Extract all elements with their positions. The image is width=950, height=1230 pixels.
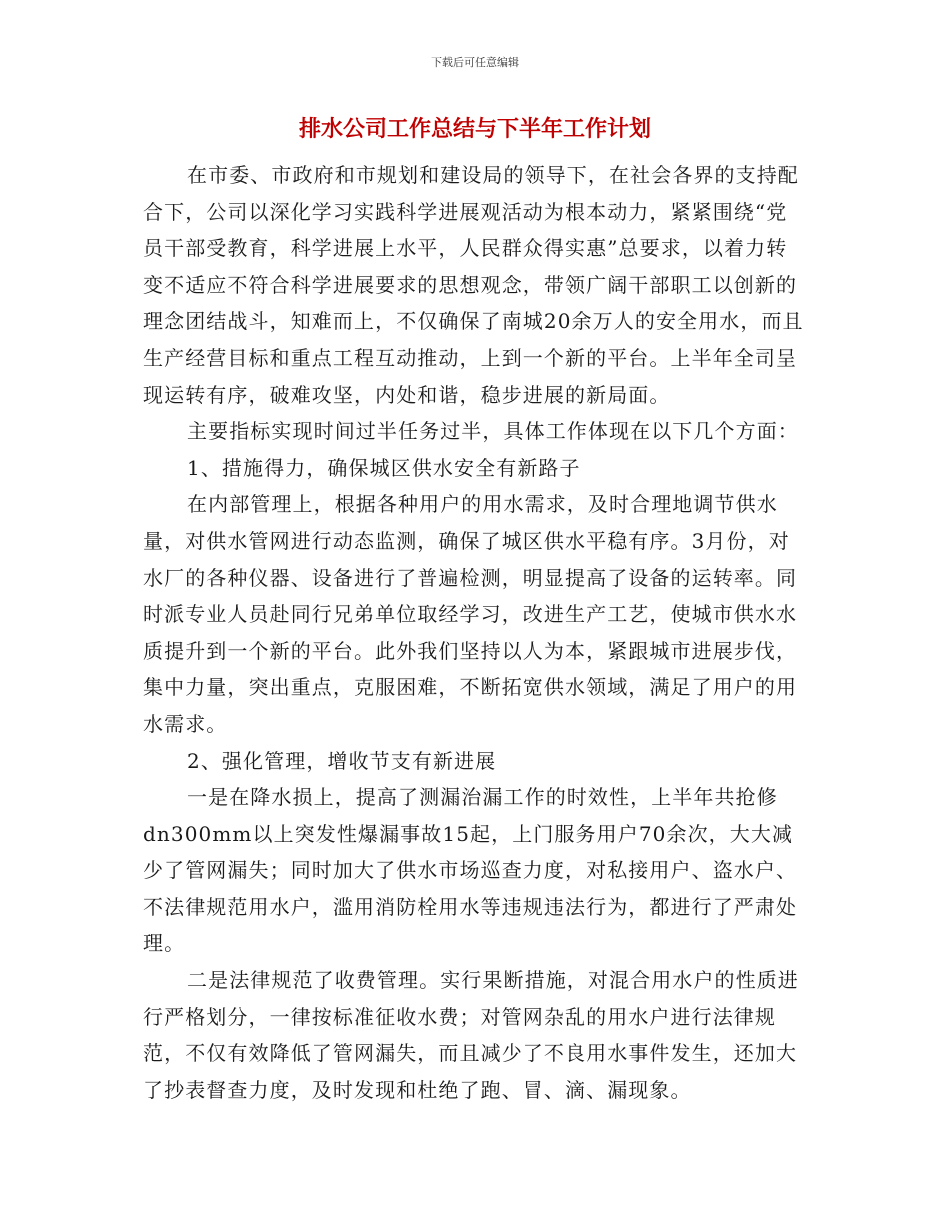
paragraph-summary: 主要指标实现时间过半任务过半，具体工作体现在以下几个方面： (187, 419, 799, 444)
paragraph-reduce-water-loss: 一是在降水损上，提高了测漏治漏工作的时效性，上半年共抢修dn300mm以上突发性爆漏事故15起，上门服务用户70余次，大大减少了管网漏失；同时加大了供水市场巡查力度，对私接用户、盗水户、不法律规范用水户，滥用消防栓用水等违规违法行为，都进行了严肃处理。 (143, 785, 798, 956)
paragraph-intro: 在市委、市政府和市规划和建设局的领导下，在社会各界的支持配合下，公司以深化学习实践科学进展观活动为根本动力，紧紧围绕“党员干部受教育，科学进展上水平，人民群众得实惠”总要求，以着力转变不适应不符合科学进展要求的思想观念，带领广阔干部职工以创新的理念团结战斗，知难而上，不仅确保了南城20余万人的安全用水，而且生产经营目标和重点工程互动推动，上到一个新的平台。上半年全司呈现运转有序，破难攻坚，内处和谐，稳步进展的新局面。 (143, 163, 804, 407)
paragraph-internal-management: 在内部管理上，根据各种用户的用水需求，及时合理地调节供水量，对供水管网进行动态监测，确保了城区供水平稳有序。3月份，对水厂的各种仪器、设备进行了普遍检测，明显提高了设备的运转率。同时派专业人员赴同行兄弟单位取经学习，改进生产工艺，使城市供水水质提升到一个新的平台。此外我们坚持以人为本，紧跟城市进展步伐，集中力量，突出重点，克服困难，不断拓宽供水领域，满足了用户的用水需求。 (143, 492, 798, 736)
page-header-note: 下载后可任意编辑 (431, 56, 519, 69)
paragraph-billing-management: 二是法律规范了收费管理。实行果断措施，对混合用水户的性质进行严格划分，一律按标准征收水费；对管网杂乱的用水户进行法律规范，不仅有效降低了管网漏失，而且减少了不良用水事件发生，还加大了抄表督查力度，及时发现和杜绝了跑、冒、滴、漏现象。 (143, 968, 799, 1102)
document-body (143, 157, 807, 1108)
section-heading-1: 1、措施得力，确保城区供水安全有新路子 (187, 455, 581, 480)
section-heading-2: 2、强化管理，增收节支有新进展 (187, 748, 497, 773)
document-title: 排水公司工作总结与下半年工作计划 (298, 117, 651, 142)
